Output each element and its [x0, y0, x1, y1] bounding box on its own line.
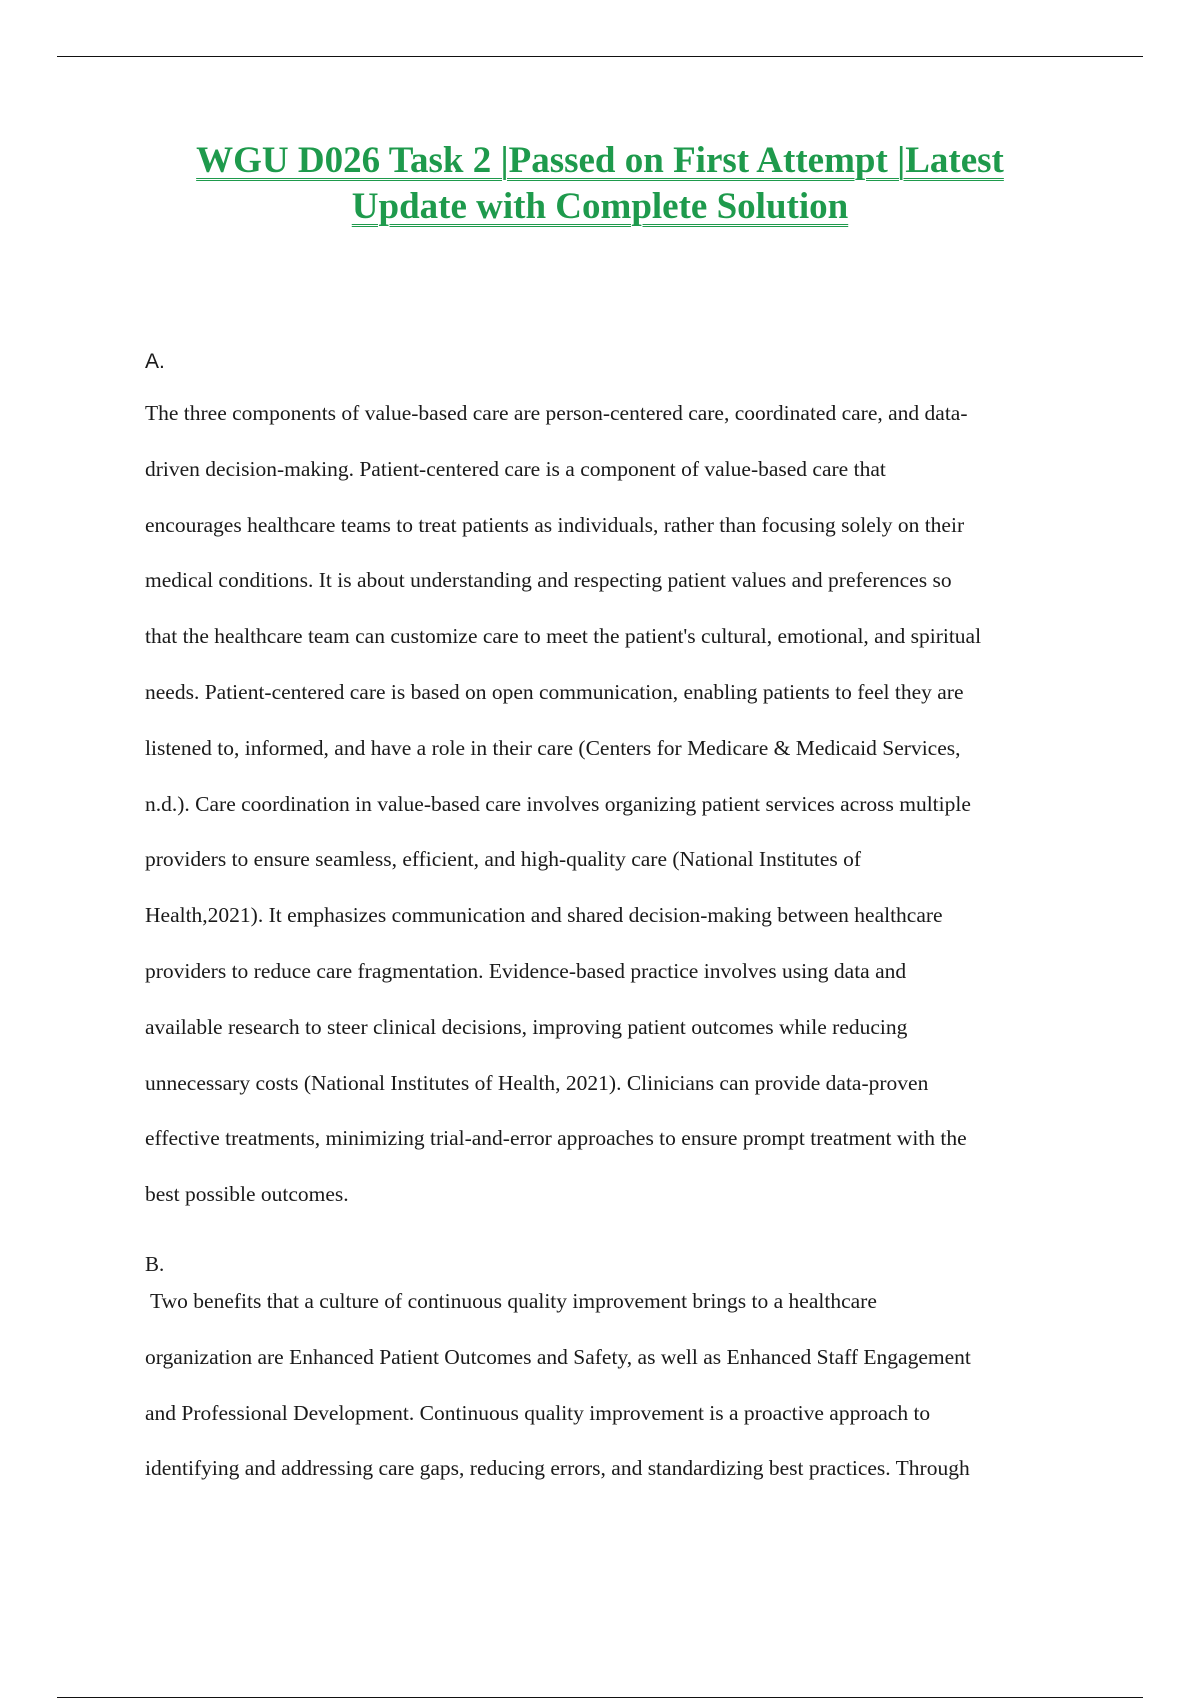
text-line: driven decision-making. Patient-centered care is a component of value-based care that [145, 456, 886, 481]
bottom-rule [57, 1697, 1143, 1698]
text-line: n.d.). Care coordination in value-based care involves organizing patient services across multiple [145, 791, 971, 816]
title-line-1: WGU D026 Task 2 |Passed on First Attempt |Latest [196, 140, 1004, 181]
text-line: providers to ensure seamless, efficient, and high-quality care (National Institutes of [145, 847, 862, 872]
section-a-heading: A. [145, 350, 165, 373]
text-line: effective treatments, minimizing trial-and-error approaches to ensure prompt treatment with the [145, 1126, 967, 1151]
title-line-2: Update with Complete Solution [351, 186, 849, 227]
text-line: The three components of value-based care are person-centered care, coordinated care, and data- [145, 401, 968, 425]
section-b-heading: B. [145, 1252, 165, 1276]
text-line: identifying and addressing care gaps, reducing errors, and standardizing best practices. Through [145, 1456, 970, 1481]
text-line: unnecessary costs (National Institutes of Health, 2021). Clinicians can provide data-proven [145, 1070, 929, 1095]
text-line: encourages healthcare teams to treat patients as individuals, rather than focusing solely on their [145, 512, 965, 537]
section-b-body [145, 1284, 1085, 1507]
text-line: best possible outcomes. [145, 1182, 349, 1207]
text-line: organization are Enhanced Patient Outcomes and Safety, as well as Enhanced Staff Engagement [145, 1344, 971, 1369]
text-line: Health,2021). It emphasizes communication and shared decision-making between healthcare [145, 903, 943, 928]
document-title [100, 138, 1100, 230]
text-line: Two benefits that a culture of continuous quality improvement brings to a healthcare [145, 1289, 877, 1313]
text-line: providers to reduce care fragmentation. Evidence-based practice involves using data and [145, 958, 907, 983]
text-line: that the healthcare team can customize care to meet the patient's cultural, emotional, and spiritual [145, 624, 982, 649]
text-line: available research to steer clinical decisions, improving patient outcomes while reducing [145, 1014, 908, 1039]
text-line: and Professional Development. Continuous quality improvement is a proactive approach to [145, 1400, 931, 1425]
text-line: needs. Patient-centered care is based on open communication, enabling patients to feel they are [145, 679, 964, 704]
section-a-body [145, 396, 1085, 1233]
top-rule [57, 56, 1143, 57]
text-line: medical conditions. It is about understanding and respecting patient values and preferences so [145, 568, 952, 593]
text-line: listened to, informed, and have a role in their care (Centers for Medicare & Medicaid Services, [145, 735, 961, 760]
